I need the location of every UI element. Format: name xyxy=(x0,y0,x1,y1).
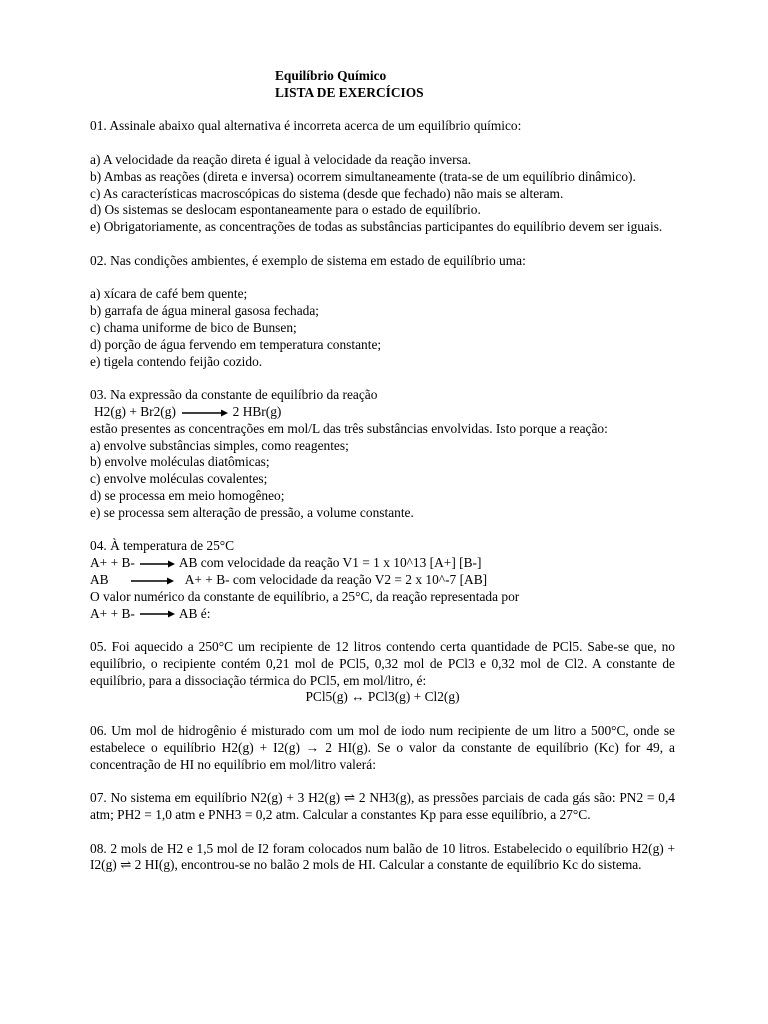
q05-text: 05. Foi aquecido a 250°C um recipiente de 12 litros contendo certa quantidade de PCl5. Sabe-se que, no equilíbrio, o recipiente contém 0,21 mol de PCl5, 0,32 mol de PCl3 e 0,32 mol de Cl2. A constante de equilíbrio, para a dissociação térmica do PCl5, em mol/litro, é: xyxy=(90,639,675,688)
q04-line1 xyxy=(90,555,675,572)
q01-option-b: b) Ambas as reações (direta e inversa) ocorrem simultaneamente (trata-se de um equilíbrio dinâmico). xyxy=(90,168,636,184)
reaction-arrow-icon xyxy=(138,559,176,569)
q02-option-c: c) chama uniforme de bico de Bunsen; xyxy=(90,319,297,335)
q04-line2 xyxy=(90,572,675,589)
q01-option-e: e) Obrigatoriamente, as concentrações de todas as substâncias participantes do equilíbrio devem ser iguais. xyxy=(90,219,663,235)
q04-stem: 04. À temperatura de 25°C xyxy=(90,538,235,554)
q03-option-b: b) envolve moléculas diatômicas; xyxy=(90,454,270,470)
q01-option-d: d) Os sistemas se deslocam espontaneamente para o estado de equilíbrio. xyxy=(90,202,481,218)
q06-text: 06. Um mol de hidrogênio é misturado com um mol de iodo num recipiente de um litro a 500°C, onde se estabelece o equilíbrio H2(g) + I2(g) → 2 HI(g). Se o valor da constante de equilíbrio (Kc) for 49, a concentração de HI no equilíbrio em mol/litro valerá: xyxy=(90,723,675,772)
reaction-arrow-icon xyxy=(138,609,176,619)
document-title: Equilíbrio Químico xyxy=(275,68,387,83)
q02-option-b: b) garrafa de água mineral gasosa fechada; xyxy=(90,303,320,319)
q04-line1-right: AB com velocidade da reação V1 = 1 x 10^13 [A+] [B-] xyxy=(178,555,482,571)
document-content xyxy=(90,68,675,874)
q04-text: O valor numérico da constante de equilíbrio, a 25°C, da reação representada por xyxy=(90,588,520,604)
q08-text: 08. 2 mols de H2 e 1,5 mol de I2 foram colocados num balão de 10 litros. Estabelecido o equilíbrio H2(g) + I2(g) ⇌ 2 HI(g), encontrou-se no balão 2 mols de HI. Calcular a constante de equilíbrio Kc do sistema. xyxy=(90,840,675,873)
q04-line1-left: A+ + B- xyxy=(90,555,135,571)
q05-reaction: PCl5(g) ↔ PCl3(g) + Cl2(g) xyxy=(305,689,460,705)
q02-option-d: d) porção de água fervendo em temperatura constante; xyxy=(90,336,382,352)
q03-reaction-right: 2 HBr(g) xyxy=(232,403,282,419)
q07-text: 07. No sistema em equilíbrio N2(g) + 3 H2(g) ⇌ 2 NH3(g), as pressões parciais de cada gás são: PN2 = 0,4 atm; PH2 = 1,0 atm e PNH3 = 0,2 atm. Calcular a constantes Kp para esse equilíbrio, a 27°C. xyxy=(90,790,675,823)
q04-line3-left: A+ + B- xyxy=(90,605,135,621)
q04-line2-left: AB xyxy=(90,571,109,587)
reaction-arrow-icon xyxy=(179,408,229,418)
q02-option-a: a) xícara de café bem quente; xyxy=(90,286,248,302)
q03-option-c: c) envolve moléculas covalentes; xyxy=(90,471,268,487)
q03-reaction-left: H2(g) + Br2(g) xyxy=(94,403,176,419)
q03-stem: 03. Na expressão da constante de equilíbrio da reação xyxy=(90,387,378,403)
q03-option-a: a) envolve substâncias simples, como reagentes; xyxy=(90,437,349,453)
reaction-arrow-icon xyxy=(129,576,175,586)
q03-text: estão presentes as concentrações em mol/L das três substâncias envolvidas. Isto porque a reação: xyxy=(90,420,608,436)
q01-stem: 01. Assinale abaixo qual alternativa é incorreta acerca de um equilíbrio químico: xyxy=(90,118,522,134)
q04-line3-right: AB é: xyxy=(178,605,211,621)
q02-stem: 02. Nas condições ambientes, é exemplo de sistema em estado de equilíbrio uma: xyxy=(90,252,526,268)
q04-line3 xyxy=(90,606,675,623)
q01-option-c: c) As características macroscópicas do sistema (desde que fechado) não mais se alteram. xyxy=(90,185,564,201)
q03-option-d: d) se processa em meio homogêneo; xyxy=(90,487,285,503)
q03-reaction xyxy=(90,404,675,421)
q02-option-e: e) tigela contendo feijão cozido. xyxy=(90,353,263,369)
document-subtitle: LISTA DE EXERCÍCIOS xyxy=(275,84,424,100)
q04-line2-right: A+ + B- com velocidade da reação V2 = 2 x 10^-7 [AB] xyxy=(184,571,488,587)
q03-option-e: e) se processa sem alteração de pressão, a volume constante. xyxy=(90,504,414,520)
q01-option-a: a) A velocidade da reação direta é igual à velocidade da reação inversa. xyxy=(90,151,472,167)
